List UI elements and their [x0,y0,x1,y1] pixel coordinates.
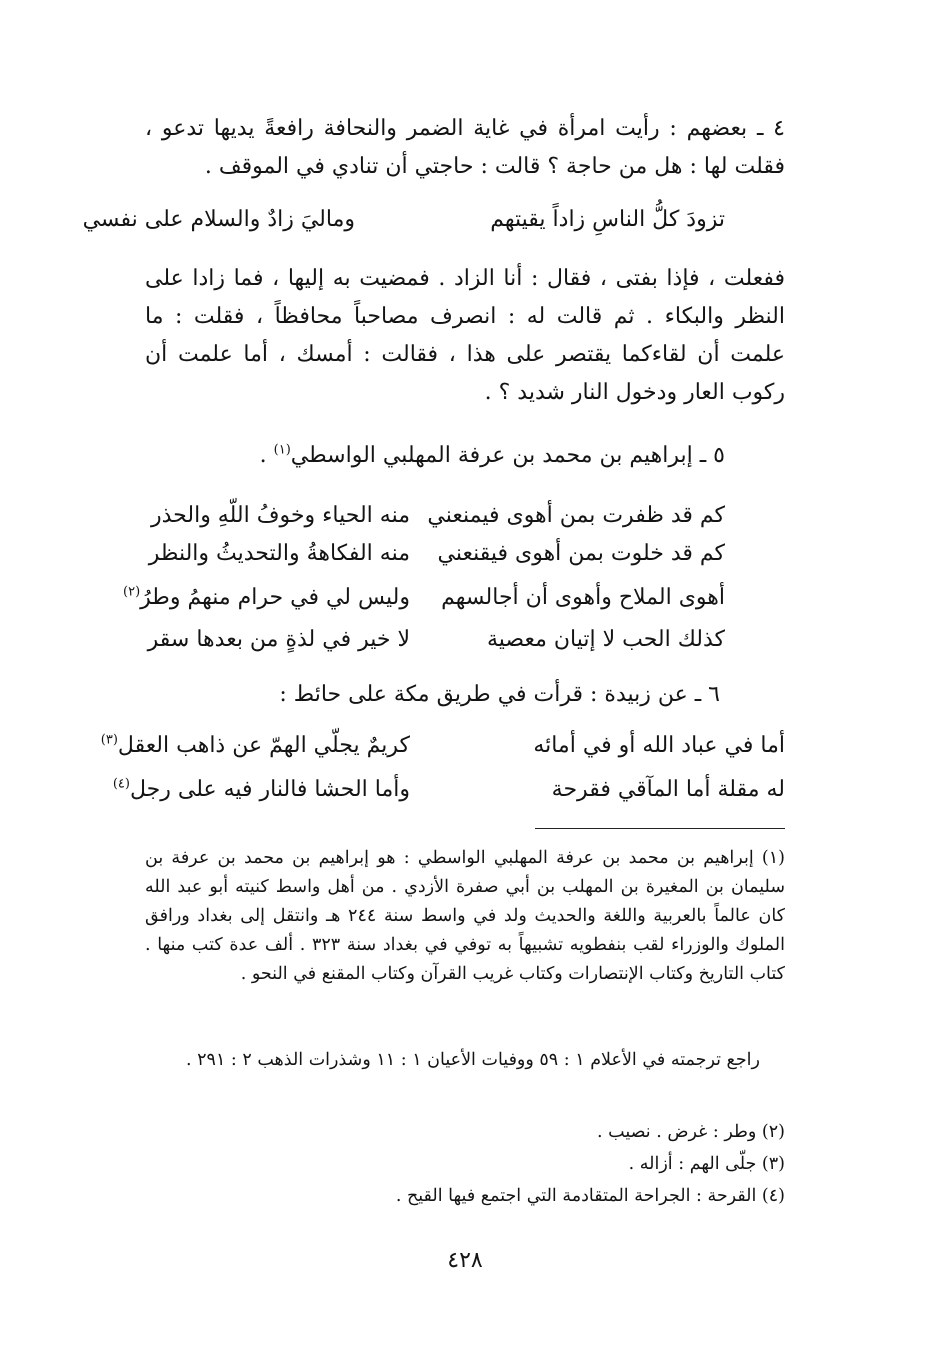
item-4-paragraph: ٤ ـ بعضهم : رأيت امرأة في غاية الضمر والنحافة رافعةً يديها تدعو ، فقلت لها : هل من حاجة ؟ قالت : حاجتي أن تنادي في الموقف . [145,116,785,179]
verse-second-hemistich: منه الفكاهةُ والتحديثُ والنظر [148,541,410,566]
verse-first-hemistich: أهوى الملاح وأهوى أن أجالسهم [441,585,725,610]
footnote-ref-2: (٢) [123,584,141,600]
footnote-divider [535,828,785,829]
verse-row [0,200,930,240]
footnote-1: (١) إبراهيم بن محمد بن عرفة المهلبي الواسطي : هو إبراهيم بن محمد بن عرفة بن سليمان بن المغيرة بن المهلب بن أبي صفرة الأزدي . من أهل واسط كنيته أبو عبد الله كان عالماً بالعربية واللغة والحديث ولد في واسط سنة ٢٤٤ هـ وانتقل إلى بغداد ورافق الملوك والوزراء لقب بنفطويه تشبيهاً به توفي في بغداد سنة ٣٢٣ . ألف عدة كتب منها . كتاب التاريخ وكتاب الإنتصارات وكتاب غريب القرآن وكتاب المقنع في النحو . [145,848,785,984]
item-5-heading [260,437,725,475]
verse-second-hemistich: وأما الحشا فالنار فيه على رجل$^{(٤)}$ [112,776,410,802]
poem-6-line-2 [0,770,930,810]
page-number: ٤٢٨ [447,1248,483,1273]
verse-second-hemistich: منه الحياء وخوفُ اللّهِ والحذر [151,503,410,528]
footnote-ref-3: (٣) [100,732,118,748]
item-5-heading-text: ٥ ـ إبراهيم بن محمد بن عرفة المهلبي الواسطي [290,443,725,468]
verse-second-hemistich: وليس لي في حرام منهمُ وطرُ$^{(٢)}$ [123,584,410,610]
verse-second-hemistich: كريمٌ يجلّي الهمّ عن ذاهب العقل$^{(٣)}$ [100,732,410,758]
poem-5-line-4 [0,620,930,660]
verse-second-hemistich: لا خير في لذةٍ من بعدها سقر [147,627,410,652]
verse-first-hemistich: كم قد ظفرت بمن أهوى فيمنعني [427,503,725,528]
footnote-2: (٢) وطر : غرض . نصيب . [597,1122,785,1142]
item-6-heading: ٦ ـ عن زبيدة : قرأت في طريق مكة على حائط : [279,682,720,707]
footnote-ref-1: (١) [273,442,291,458]
verse-first-hemistich: كم قد خلوت بمن أهوى فيقنعني [437,541,725,566]
verse-first-hemistich: له مقلة أما المآقي فقرحة [551,777,785,802]
item-5-heading-end: . [259,443,274,468]
footnote-ref-4: (٤) [112,776,130,792]
verse-first-hemistich: تزودَ كلُّ الناسِ زاداً يقيتهم [490,207,725,232]
footnote-1-references: راجع ترجمته في الأعلام ١ : ٥٩ ووفيات الأعيان ١ : ١١ وشذرات الذهب ٢ : ٢٩١ . [186,1050,760,1070]
verse-first-hemistich: أما في عباد الله أو في أمائه [533,733,785,758]
poem-5-line-2 [0,534,930,574]
poem-6-line-1 [0,726,930,766]
verse-second-hemistich: وماليَ زادٌ والسلام على نفسي [82,207,355,232]
footnote-4: (٤) القرحة : الجراحة المتقادمة التي اجتمع فيها القيح . [395,1186,785,1206]
poem-5-line-3 [0,578,930,618]
verse-first-hemistich: كذلك الحب لا إتيان معصية [486,627,725,652]
item-4-continuation: ففعلت ، فإذا بفتى ، فقال : أنا الزاد . فمضيت به إليها ، فما زادا على النظر والبكاء . ثم قالت له : انصرف مصاحباً محافظاً ، فقلت : ما علمت أن لقاءكما يقتصر على هذا ، فقالت : أمسك ، أما علمت أن ركوب العار ودخول النار شديد ؟ . [145,266,785,405]
footnote-3: (٣) جلّى الهم : أزاله . [628,1154,785,1174]
poem-5-line-1 [0,496,930,536]
